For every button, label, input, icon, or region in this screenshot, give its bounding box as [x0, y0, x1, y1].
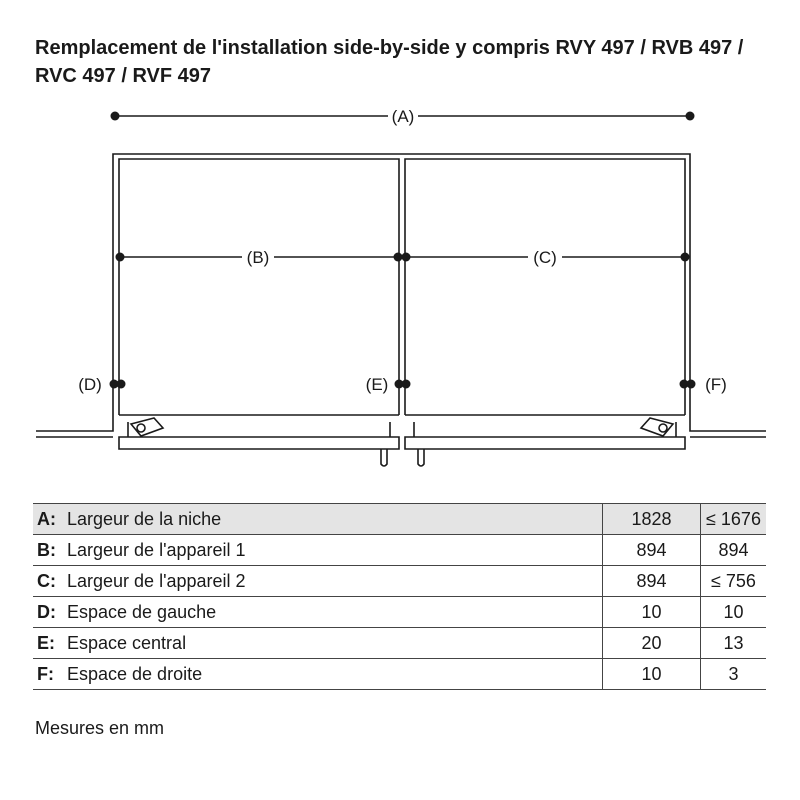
row-label: Espace central [67, 628, 603, 659]
label-f: (F) [705, 375, 727, 394]
hinge-left [131, 418, 163, 436]
table-row [33, 566, 766, 597]
row-value-1: 894 [603, 566, 701, 597]
page-title: Remplacement de l'installation side-by-side y compris RVY 497 / RVB 497 / RVC 497 / RVF 497 [35, 37, 744, 87]
dim-f-dot-2 [687, 380, 696, 389]
dim-a-start-dot [111, 112, 120, 121]
dim-a-end-dot [686, 112, 695, 121]
label-a: (A) [391, 107, 415, 126]
row-value-1: 1828 [603, 504, 701, 535]
dim-d-dot-2 [117, 380, 126, 389]
appliance-2-body [405, 159, 685, 415]
label-d: (D) [78, 375, 102, 394]
row-label: Largeur de l'appareil 2 [67, 566, 603, 597]
label-c: (C) [533, 248, 557, 267]
row-label: Largeur de l'appareil 1 [67, 535, 603, 566]
row-value-2: 894 [701, 535, 767, 566]
row-key: F: [33, 659, 67, 690]
dimensions-table [33, 503, 766, 690]
table-row [33, 535, 766, 566]
foot-left [381, 449, 387, 466]
table-row [33, 628, 766, 659]
appliance-2-plinth [405, 415, 685, 449]
appliance-1-body [119, 159, 399, 415]
table-row [33, 504, 766, 535]
row-key: C: [33, 566, 67, 597]
row-label: Espace de droite [67, 659, 603, 690]
table-row [33, 659, 766, 690]
row-value-2: ≤ 756 [701, 566, 767, 597]
row-value-2: 3 [701, 659, 767, 690]
dim-b-start-dot [116, 253, 125, 262]
row-key: A: [33, 504, 67, 535]
hinge-left-pin [137, 424, 145, 432]
row-value-1: 10 [603, 659, 701, 690]
row-key: D: [33, 597, 67, 628]
appliance-1-plinth [119, 415, 399, 449]
row-key: B: [33, 535, 67, 566]
hinge-right-pin [659, 424, 667, 432]
row-label: Largeur de la niche [67, 504, 603, 535]
row-value-2: 13 [701, 628, 767, 659]
dim-c-end-dot [681, 253, 690, 262]
row-value-2: ≤ 1676 [701, 504, 767, 535]
dim-b-end-dot [394, 253, 403, 262]
row-key: E: [33, 628, 67, 659]
label-e: (E) [365, 375, 389, 394]
row-label: Espace de gauche [67, 597, 603, 628]
table-row [33, 597, 766, 628]
row-value-1: 894 [603, 535, 701, 566]
dim-e-dot-2 [402, 380, 411, 389]
foot-right [418, 449, 424, 466]
row-value-1: 10 [603, 597, 701, 628]
row-value-1: 20 [603, 628, 701, 659]
dim-c-start-dot [402, 253, 411, 262]
units-footnote: Mesures en mm [35, 718, 165, 738]
row-value-2: 10 [701, 597, 767, 628]
niche-left-wall [36, 154, 766, 431]
hinge-right [641, 418, 673, 436]
label-b: (B) [246, 248, 270, 267]
